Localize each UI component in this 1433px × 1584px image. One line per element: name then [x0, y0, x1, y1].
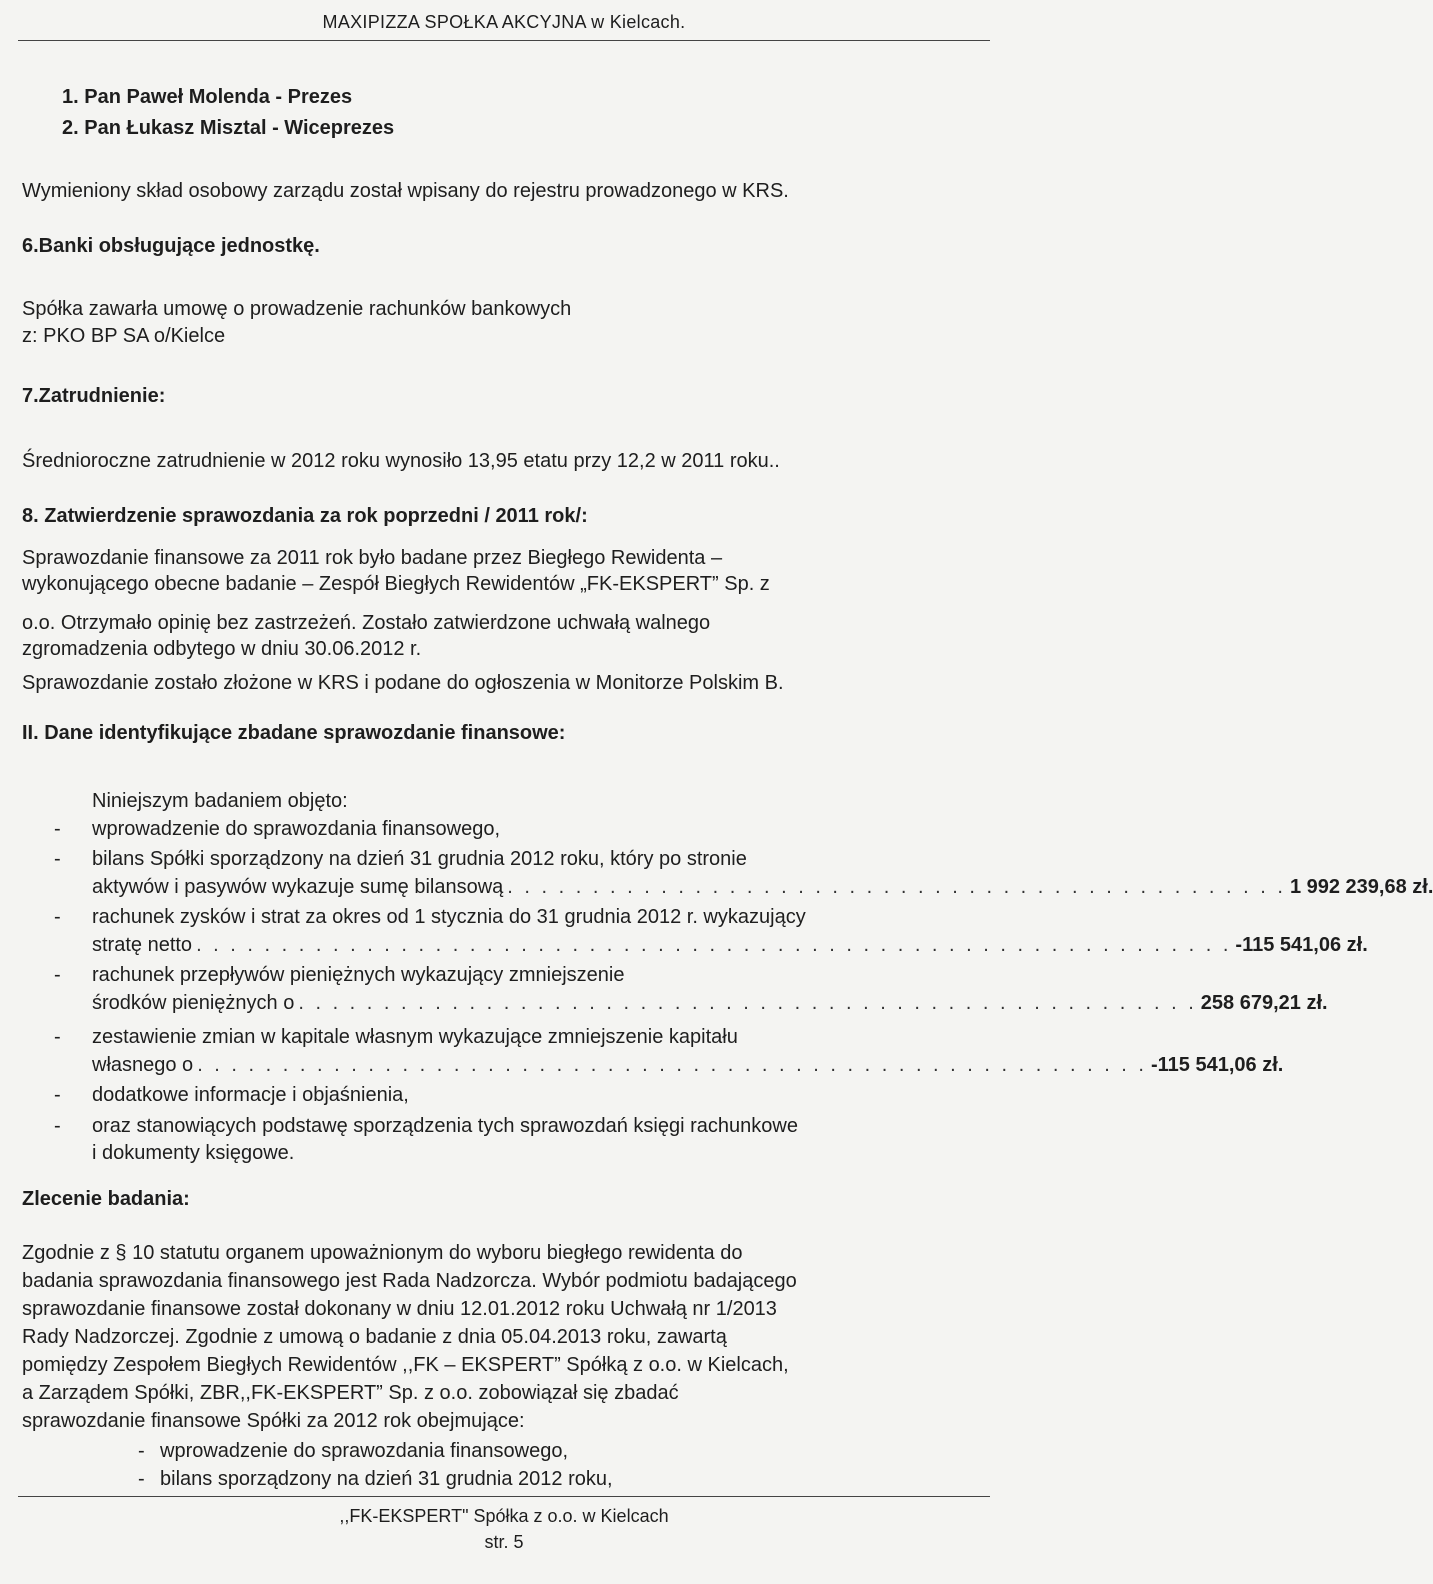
footer-page-number: str. 5 [484, 1532, 524, 1552]
identification-intro: Niniejszym badaniem objęto: [92, 790, 348, 812]
amount-label: środków pieniężnych o [92, 992, 295, 1014]
employment-text: Średnioroczne zatrudnienie w 2012 roku wynosiło 13,95 etatu przy 12,2 w 2011 roku.. [22, 450, 780, 472]
amount-line [92, 1054, 1284, 1077]
section-title: Zlecenie badania: [22, 1188, 190, 1210]
list-item: wprowadzenie do sprawozdania finansowego, [92, 818, 501, 840]
footer-company: ,,FK-EKSPERT" Spółka z o.o. w Kielcach [339, 1506, 669, 1526]
approval-line: Sprawozdanie finansowe za 2011 rok było badane przez Biegłego Rewidenta – [22, 547, 723, 569]
list-item: oraz stanowiących podstawę sporządzenia tych sprawozdań księgi rachunkowe [92, 1115, 798, 1137]
list-dash: - [54, 906, 61, 928]
dot-leader: . . . . . . . . . . . . . . . . . . . . . . . . . . . . . . . . . . . . . . . . . . . . . . . . . . . . . [298, 992, 1197, 1014]
list-item: dodatkowe informacje i objaśnienia, [92, 1084, 409, 1106]
page-header: MAXIPIZZA SPOŁKA AKCYJNA w Kielcach. [322, 12, 686, 32]
amount-label: stratę netto [92, 934, 193, 956]
dot-leader: . . . . . . . . . . . . . . . . . . . . . . . . . . . . . . . . . . . . . . . . . . . . . . . . . . . . . . . . . . . . . [196, 934, 1232, 956]
list-dash: - [54, 1026, 61, 1048]
list-dash: - [54, 1084, 61, 1106]
approval-line: zgromadzenia odbytego w dniu 30.06.2012 r. [22, 638, 422, 660]
amount-label: aktywów i pasywów wykazuje sumę bilansową [92, 876, 504, 898]
list-item: rachunek przepływów pieniężnych wykazujący zmniejszenie [92, 964, 625, 986]
dot-leader: . . . . . . . . . . . . . . . . . . . . . . . . . . . . . . . . . . . . . . . . . . . . . . . . . . . . . . . . [197, 1054, 1147, 1076]
footer-rule [18, 1496, 990, 1497]
amount-value: -115 541,06 zł. [1235, 934, 1368, 956]
amount-value: 258 679,21 zł. [1200, 992, 1328, 1014]
list-dash: - [54, 818, 61, 840]
commission-line: a Zarządem Spółki, ZBR,,FK-EKSPERT” Sp. z o.o. zobowiązał się zbadać [22, 1382, 679, 1404]
list-dash: - [54, 848, 61, 870]
board-note: Wymieniony skład osobowy zarządu został wpisany do rejestru prowadzonego w KRS. [22, 180, 789, 202]
list-item: wprowadzenie do sprawozdania finansowego, [160, 1440, 569, 1462]
list-item: bilans Spółki sporządzony na dzień 31 grudnia 2012 roku, który po stronie [92, 848, 747, 870]
commission-line: Zgodnie z § 10 statutu organem upoważnionym do wyboru biegłego rewidenta do [22, 1242, 743, 1264]
header-rule [18, 40, 990, 41]
approval-line: wykonującego obecne badanie – Zespół Biegłych Rewidentów „FK-EKSPERT” Sp. z [22, 573, 770, 595]
amount-value: 1 992 239,68 zł. [1289, 876, 1433, 898]
approval-line: o.o. Otrzymało opinię bez zastrzeżeń. Zostało zatwierdzone uchwałą walnego [22, 612, 711, 634]
banks-line: Spółka zawarła umowę o prowadzenie rachunków bankowych [22, 298, 572, 320]
amount-value: -115 541,06 zł. [1150, 1054, 1284, 1076]
commission-line: sprawozdanie finansowe został dokonany w dniu 12.01.2012 roku Uchwałą nr 1/2013 [22, 1298, 777, 1320]
dot-leader: . . . . . . . . . . . . . . . . . . . . . . . . . . . . . . . . . . . . . . . . . . . . . . [507, 876, 1286, 898]
banks-line: z: PKO BP SA o/Kielce [22, 325, 226, 347]
section-title: 7.Zatrudnienie: [22, 385, 166, 407]
list-dash: - [54, 964, 61, 986]
amount-line [92, 934, 1368, 957]
list-dash: - [138, 1440, 145, 1462]
approval-line: Sprawozdanie zostało złożone w KRS i podane do ogłoszenia w Monitorze Polskim B. [22, 672, 784, 694]
commission-line: Rady Nadzorczej. Zgodnie z umową o badanie z dnia 05.04.2013 roku, zawartą [22, 1326, 727, 1348]
list-item: zestawienie zmian w kapitale własnym wykazujące zmniejszenie kapitału [92, 1026, 738, 1048]
list-item: bilans sporządzony na dzień 31 grudnia 2012 roku, [160, 1468, 613, 1490]
commission-line: badania sprawozdania finansowego jest Rada Nadzorcza. Wybór podmiotu badającego [22, 1270, 797, 1292]
amount-label: własnego o [92, 1054, 194, 1076]
section-title: 8. Zatwierdzenie sprawozdania za rok poprzedni / 2011 rok/: [22, 505, 588, 527]
board-member: 1. Pan Paweł Molenda - Prezes [62, 86, 353, 108]
commission-line: sprawozdanie finansowe Spółki za 2012 rok obejmujące: [22, 1410, 525, 1432]
section-title: 6.Banki obsługujące jednostkę. [22, 235, 320, 257]
list-item: rachunek zysków i strat za okres od 1 stycznia do 31 grudnia 2012 r. wykazujący [92, 906, 806, 928]
commission-line: pomiędzy Zespołem Biegłych Rewidentów ,,FK – EKSPERT” Spółką z o.o. w Kielcach, [22, 1354, 789, 1376]
amount-line [92, 876, 1433, 899]
list-dash: - [54, 1115, 61, 1137]
list-item-continuation: i dokumenty księgowe. [92, 1142, 295, 1164]
amount-line [92, 992, 1328, 1015]
list-dash: - [138, 1468, 145, 1490]
section-title: II. Dane identyfikujące zbadane sprawozdanie finansowe: [22, 722, 566, 744]
board-member: 2. Pan Łukasz Misztal - Wiceprezes [62, 117, 395, 139]
